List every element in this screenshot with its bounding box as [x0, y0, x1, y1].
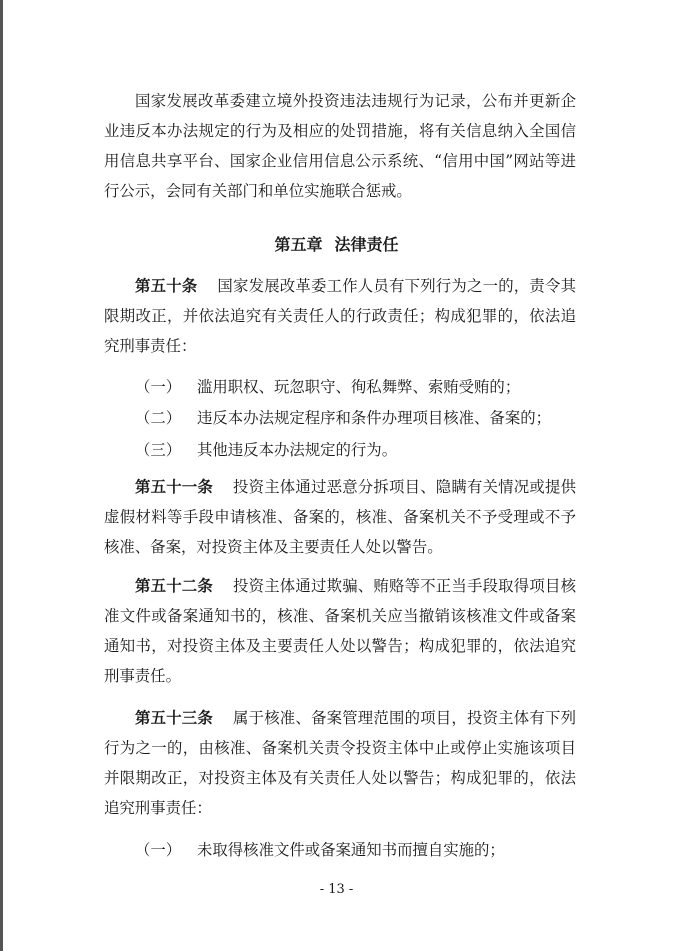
- chapter-heading: [0, 230, 673, 260]
- article-50-item-3: [135, 435, 397, 465]
- article-text: 投资主体通过恶意分拆项目、隐瞒有关情况或提供虚假材料等手段申请核准、备案的，核准、备案机关不予受理或不予核准、备案，对投资主体及主要责任人处以警告。: [104, 478, 576, 556]
- intro-paragraph-text: 国家发展改革委建立境外投资违法违规行为记录，公布并更新企业违反本办法规定的行为及相应的处罚措施，将有关信息纳入全国信用信息共享平台、国家企业信用信息公示系统、“信用中国”网站等进行公示，会同有关部门和单位实施联合惩戒。: [104, 92, 576, 200]
- article-text: 属于核准、备案管理范围的项目，投资主体有下列行为之一的，由核准、备案机关责令投资主体中止或停止实施该项目并限期改正，对投资主体及有关责任人处以警告；构成犯罪的，依法追究刑事责任：: [104, 709, 576, 817]
- article-text: 国家发展改革委工作人员有下列行为之一的，责令其限期改正，并依法追究有关责任人的行政责任；构成犯罪的，依法追究刑事责任：: [104, 277, 576, 355]
- item-number: （一）: [135, 378, 182, 396]
- article-50-item-2: [135, 403, 551, 433]
- article-label: 第五十二条: [135, 577, 213, 595]
- article-label: 第五十条: [135, 277, 198, 295]
- item-number: （二）: [135, 409, 182, 427]
- article-text: 投资主体通过欺骗、贿赂等不正当手段取得项目核准文件或备案通知书的，核准、备案机关应当撤销该核准文件或备案通知书，对投资主体及主要责任人处以警告；构成犯罪的，依法追究刑事责任。: [104, 577, 576, 685]
- item-text: 违反本办法规定程序和条件办理项目核准、备案的；: [197, 409, 551, 427]
- item-text: 滥用职权、玩忽职守、徇私舞弊、索贿受贿的；: [197, 378, 521, 396]
- article-label: 第五十一条: [135, 478, 213, 496]
- item-text: 其他违反本办法规定的行为。: [197, 441, 398, 459]
- chapter-number: 第五章: [274, 235, 323, 254]
- intro-paragraph: [104, 86, 576, 206]
- item-number: （一）: [135, 841, 182, 859]
- article-51: [104, 472, 576, 562]
- article-50-item-1: [135, 372, 520, 402]
- article-52: [104, 571, 576, 691]
- chapter-title: 法律责任: [334, 235, 399, 254]
- item-text: 未取得核准文件或备案通知书而擅自实施的；: [197, 841, 505, 859]
- article-53-item-1: [135, 835, 505, 865]
- page-number: - 13 -: [319, 882, 354, 897]
- article-53: [104, 703, 576, 823]
- article-label: 第五十三条: [135, 709, 213, 727]
- article-50: [104, 271, 576, 361]
- item-number: （三）: [135, 441, 182, 459]
